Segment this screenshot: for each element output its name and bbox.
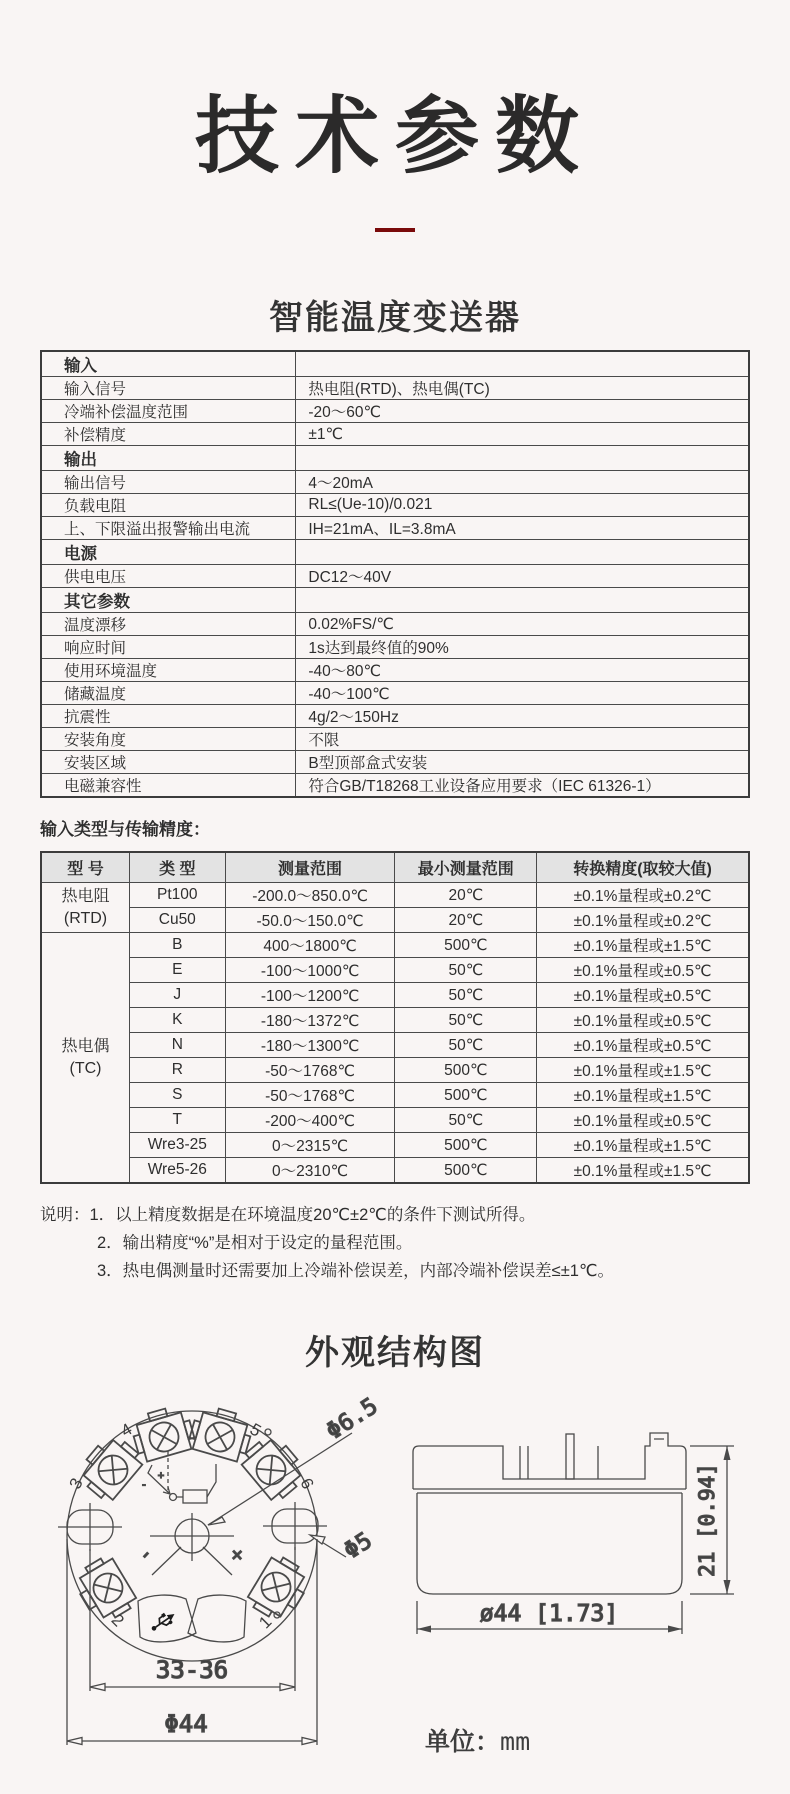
accuracy-type: Cu50 <box>130 908 226 933</box>
span-dimension-label: 33-36 <box>155 1655 229 1684</box>
accuracy-range: 0～2315℃ <box>225 1133 395 1158</box>
spec-row <box>41 400 749 423</box>
spec-label: 电磁兼容性 <box>41 774 296 798</box>
accuracy-minrange: 20℃ <box>395 908 537 933</box>
unit-label: 单位： <box>425 1727 501 1756</box>
spec-value: -20～60℃ <box>296 400 749 423</box>
spec-label: 储藏温度 <box>41 682 296 705</box>
spec-section-label: 电源 <box>41 540 296 565</box>
spec-value: 符合GB/T18268工业设备应用要求（IEC 61326-1） <box>296 774 749 798</box>
width-dimension-label: ø44 [1.73] <box>479 1600 619 1627</box>
accuracy-minrange: 50℃ <box>395 983 537 1008</box>
spec-label: 输出信号 <box>41 471 296 494</box>
note-line: 3．热电偶测量时还需要加上冷端补偿误差，内部冷端补偿误差≤±1℃。 <box>97 1262 614 1281</box>
width-dimension <box>417 1601 682 1634</box>
accuracy-minrange: 20℃ <box>395 883 537 908</box>
accuracy-type: T <box>130 1108 226 1133</box>
minus-label: - <box>133 1542 157 1565</box>
spec-value <box>296 540 749 565</box>
accuracy-minrange: 50℃ <box>395 1033 537 1058</box>
spec-table <box>40 350 750 798</box>
spec-row <box>41 659 749 682</box>
bottom-pockets <box>138 1595 246 1642</box>
notes-label: 说明： <box>40 1206 90 1225</box>
accuracy-header-model: 型 号 <box>41 852 130 883</box>
spec-label: 响应时间 <box>41 636 296 659</box>
side-view <box>413 1433 734 1634</box>
accuracy-accuracy: ±0.1%量程或±1.5℃ <box>537 1133 749 1158</box>
spec-section-label: 输出 <box>41 446 296 471</box>
accuracy-accuracy: ±0.1%量程或±0.2℃ <box>537 908 749 933</box>
accuracy-row <box>41 1133 749 1158</box>
accuracy-row <box>41 1083 749 1108</box>
accuracy-accuracy: ±0.1%量程或±0.5℃ <box>537 983 749 1008</box>
accuracy-range: -50～1768℃ <box>225 1058 395 1083</box>
terminal-number-6: 6 <box>296 1474 318 1492</box>
accuracy-range: -100～1000℃ <box>225 958 395 983</box>
accuracy-type: R <box>130 1058 226 1083</box>
body-outline <box>417 1493 682 1594</box>
accuracy-range: -200.0～850.0℃ <box>225 883 395 908</box>
spec-value: -40～100℃ <box>296 682 749 705</box>
accuracy-row <box>41 908 749 933</box>
accuracy-row <box>41 1033 749 1058</box>
title-divider <box>375 228 415 232</box>
spec-label: 供电电压 <box>41 565 296 588</box>
wire-plus-label: + <box>157 1469 165 1482</box>
spec-label: 输入信号 <box>41 377 296 400</box>
accuracy-range: 0～2310℃ <box>225 1158 395 1184</box>
spec-row <box>41 728 749 751</box>
accuracy-range: 400～1800℃ <box>225 933 395 958</box>
note-line: 2．输出精度“%”是相对于设定的量程范围。 <box>97 1234 413 1253</box>
spec-row <box>41 636 749 659</box>
page-title: 技术参数 <box>194 89 595 183</box>
structure-drawing <box>0 1389 790 1794</box>
height-dimension-label: 21 [0.94] <box>695 1462 719 1577</box>
structure-diagram <box>0 1389 790 1789</box>
spec-row <box>41 423 749 446</box>
terminal-number-1: 1 <box>255 1611 276 1633</box>
spec-value: 4～20mA <box>296 471 749 494</box>
plus-label: + <box>223 1541 251 1568</box>
accuracy-group-rtd: 热电阻 (RTD) <box>41 883 130 933</box>
spec-section-label: 输入 <box>41 351 296 377</box>
spec-value: B型顶部盒式安装 <box>296 751 749 774</box>
accuracy-accuracy: ±0.1%量程或±0.5℃ <box>537 958 749 983</box>
terminal-number-5: 5 <box>246 1419 265 1441</box>
accuracy-row <box>41 933 749 958</box>
spec-value: -40～80℃ <box>296 659 749 682</box>
notes <box>40 1201 790 1285</box>
spec-label: 使用环境温度 <box>41 659 296 682</box>
spec-label: 上、下限溢出报警输出电流 <box>41 517 296 540</box>
accuracy-accuracy: ±0.1%量程或±0.5℃ <box>537 1033 749 1058</box>
spec-row <box>41 751 749 774</box>
top-view <box>58 1393 382 1745</box>
spec-section-label: 其它参数 <box>41 588 296 613</box>
spec-row <box>41 565 749 588</box>
accuracy-group-tc: 热电偶 (TC) <box>41 933 130 1184</box>
accuracy-header-accuracy: 转换精度(取较大值) <box>537 852 749 883</box>
accuracy-header-minrange: 最小测量范围 <box>395 852 537 883</box>
usb-icon <box>148 1608 178 1635</box>
spec-value: DC12～40V <box>296 565 749 588</box>
spec-row <box>41 446 749 471</box>
spec-label: 安装区域 <box>41 751 296 774</box>
accuracy-header-row <box>41 852 749 883</box>
spec-row <box>41 494 749 517</box>
cap-seam <box>413 1489 686 1493</box>
spec-row <box>41 705 749 728</box>
accuracy-minrange: 500℃ <box>395 1083 537 1108</box>
accuracy-type: S <box>130 1083 226 1108</box>
transmitter-heading: 智能温度变送器 <box>269 299 521 337</box>
accuracy-range: -50.0～150.0℃ <box>225 908 395 933</box>
spec-label: 冷端补偿温度范围 <box>41 400 296 423</box>
accuracy-row <box>41 1058 749 1083</box>
accuracy-row <box>41 1108 749 1133</box>
spec-value: 0.02%FS/℃ <box>296 613 749 636</box>
accuracy-row <box>41 883 749 908</box>
accuracy-row <box>41 1008 749 1033</box>
accuracy-type: Wre3-25 <box>130 1133 226 1158</box>
spec-row <box>41 517 749 540</box>
side-hole-dim-label: Φ5 <box>339 1527 377 1565</box>
accuracy-accuracy: ±0.1%量程或±1.5℃ <box>537 1058 749 1083</box>
accuracy-range: -180～1372℃ <box>225 1008 395 1033</box>
accuracy-row <box>41 1158 749 1184</box>
spec-label: 安装角度 <box>41 728 296 751</box>
spec-row <box>41 351 749 377</box>
accuracy-minrange: 500℃ <box>395 1058 537 1083</box>
cap-tab <box>566 1434 574 1479</box>
spec-value: IH=21mA、IL=3.8mA <box>296 517 749 540</box>
spec-value: 1s达到最终值的90% <box>296 636 749 659</box>
spec-value: 热电阻(RTD)、热电偶(TC) <box>296 377 749 400</box>
spec-row <box>41 471 749 494</box>
terminal-number-3: 3 <box>65 1474 87 1492</box>
spec-value: 4g/2～150Hz <box>296 705 749 728</box>
accuracy-table <box>40 851 750 1184</box>
accuracy-minrange: 500℃ <box>395 933 537 958</box>
accuracy-row <box>41 958 749 983</box>
cap-outline <box>413 1433 686 1489</box>
spec-row <box>41 540 749 565</box>
accuracy-accuracy: ±0.1%量程或±0.2℃ <box>537 883 749 908</box>
accuracy-accuracy: ±0.1%量程或±0.5℃ <box>537 1108 749 1133</box>
accuracy-type: K <box>130 1008 226 1033</box>
accuracy-type: Wre5-26 <box>130 1158 226 1184</box>
spec-row <box>41 377 749 400</box>
accuracy-row <box>41 983 749 1008</box>
structure-heading: 外观结构图 <box>305 1334 485 1373</box>
accuracy-minrange: 500℃ <box>395 1158 537 1184</box>
accuracy-type: B <box>130 933 226 958</box>
spec-value: ±1℃ <box>296 423 749 446</box>
unit-value: mm <box>500 1726 531 1756</box>
accuracy-accuracy: ±0.1%量程或±1.5℃ <box>537 1158 749 1184</box>
wire-minus-label: - <box>142 1478 146 1491</box>
accuracy-minrange: 50℃ <box>395 1008 537 1033</box>
accuracy-header-range: 测量范围 <box>225 852 395 883</box>
spec-label: 抗震性 <box>41 705 296 728</box>
height-dimension <box>690 1446 734 1594</box>
accuracy-range: -180～1300℃ <box>225 1033 395 1058</box>
accuracy-minrange: 50℃ <box>395 1108 537 1133</box>
accuracy-type: N <box>130 1033 226 1058</box>
spec-value <box>296 351 749 377</box>
accuracy-range: -100～1200℃ <box>225 983 395 1008</box>
accuracy-accuracy: ±0.1%量程或±1.5℃ <box>537 1083 749 1108</box>
spec-row <box>41 682 749 705</box>
accuracy-range: -50～1768℃ <box>225 1083 395 1108</box>
terminal-block <box>70 1553 139 1626</box>
accuracy-minrange: 500℃ <box>395 1133 537 1158</box>
accuracy-minrange: 50℃ <box>395 958 537 983</box>
spec-row <box>41 588 749 613</box>
side-hole-dim <box>310 1527 377 1564</box>
wiring-schematic <box>142 1451 216 1503</box>
spec-value <box>296 588 749 613</box>
accuracy-intro: 输入类型与传输精度： <box>40 820 210 840</box>
spec-value: 不限 <box>296 728 749 751</box>
unit-note <box>425 1727 530 1756</box>
spec-row <box>41 613 749 636</box>
diameter-dimension-label: Φ44 <box>164 1709 208 1738</box>
terminal-number-2: 2 <box>107 1609 128 1631</box>
spec-value <box>296 446 749 471</box>
spec-label: 补偿精度 <box>41 423 296 446</box>
note-line: 1．以上精度数据是在环境温度20℃±2℃的条件下测试所得。 <box>89 1206 536 1225</box>
terminal-5-dot <box>265 1429 271 1435</box>
accuracy-range: -200～400℃ <box>225 1108 395 1133</box>
accuracy-accuracy: ±0.1%量程或±1.5℃ <box>537 933 749 958</box>
accuracy-type: E <box>130 958 226 983</box>
center-hole-dim-label: Φ6.5 <box>321 1392 383 1445</box>
accuracy-type: Pt100 <box>130 883 226 908</box>
spec-label: 温度漂移 <box>41 613 296 636</box>
accuracy-header-type: 类 型 <box>130 852 226 883</box>
spec-row <box>41 774 749 798</box>
spec-value: RL≤(Ue-10)/0.021 <box>296 494 749 517</box>
accuracy-type: J <box>130 983 226 1008</box>
cap-slots <box>520 1439 664 1479</box>
accuracy-accuracy: ±0.1%量程或±0.5℃ <box>537 1008 749 1033</box>
diameter-dimension <box>67 1539 317 1745</box>
spec-label: 负载电阻 <box>41 494 296 517</box>
terminal-number-4: 4 <box>117 1419 136 1441</box>
